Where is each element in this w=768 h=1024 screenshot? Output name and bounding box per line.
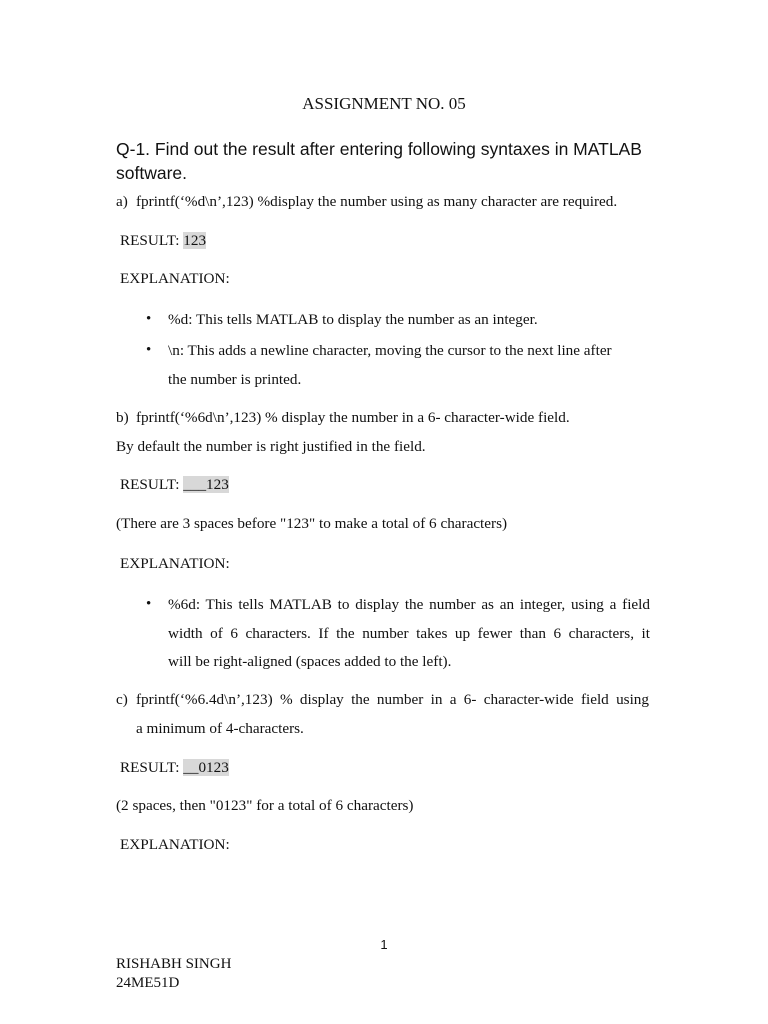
part-a-code: fprintf(‘%d\n’,123) %display the number using as many character are required.: [136, 193, 618, 210]
page-number: 1: [380, 937, 388, 952]
part-b-result-note: (There are 3 spaces before "123" to make a total of 6 characters): [116, 515, 508, 532]
part-b-explanation-label: EXPLANATION:: [120, 555, 230, 572]
part-a-marker: a): [116, 193, 128, 210]
result-value: __0123: [183, 759, 229, 776]
footer-author: RISHABH SINGH: [116, 956, 232, 972]
assignment-title: ASSIGNMENT NO. 05: [302, 94, 466, 113]
part-b-bullet-1-line-3: will be right-aligned (spaces added to the left).: [168, 653, 452, 670]
part-b-result: [120, 476, 229, 493]
question-line-2: software.: [116, 163, 187, 183]
part-c-code-line-2: a minimum of 4-characters.: [136, 720, 304, 737]
part-b-bullet-1-line-2: width of 6 characters. If the number takes up fewer than 6 characters, it: [168, 625, 650, 642]
bullet-dot: •: [146, 342, 152, 358]
result-label: RESULT:: [120, 232, 184, 249]
part-a-bullet-2-line-2: the number is printed.: [168, 371, 302, 388]
part-a-bullet-2-line-1: \n: This adds a newline character, moving the cursor to the next line after: [168, 342, 612, 359]
result-value: ___123: [183, 476, 229, 493]
part-a-explanation-label: EXPLANATION:: [120, 270, 230, 287]
part-b-marker: b): [116, 409, 129, 426]
part-c-code-line-1: fprintf(‘%6.4d\n’,123) % display the number in a 6- character-wide field using: [136, 691, 649, 708]
result-label: RESULT:: [120, 476, 184, 493]
question-line-1: Q-1. Find out the result after entering following syntaxes in MATLAB: [116, 139, 642, 159]
bullet-dot: •: [146, 596, 152, 612]
part-c-explanation-label: EXPLANATION:: [120, 836, 230, 853]
bullet-dot: •: [146, 311, 152, 327]
part-a-result: [120, 232, 206, 249]
result-label: RESULT:: [120, 759, 184, 776]
part-c-marker: c): [116, 691, 128, 708]
part-c-result-note: (2 spaces, then "0123" for a total of 6 characters): [116, 797, 414, 814]
part-b-bullet-1-line-1: %6d: This tells MATLAB to display the number as an integer, using a field: [168, 596, 650, 613]
part-b-code: fprintf(‘%6d\n’,123) % display the number in a 6- character-wide field.: [136, 409, 570, 426]
result-value: 123: [183, 232, 207, 249]
footer-roll: 24ME51D: [116, 975, 180, 991]
part-b-note: By default the number is right justified in the field.: [116, 438, 426, 455]
part-a-bullet-1: %d: This tells MATLAB to display the number as an integer.: [168, 311, 538, 328]
part-c-result: [120, 759, 229, 776]
